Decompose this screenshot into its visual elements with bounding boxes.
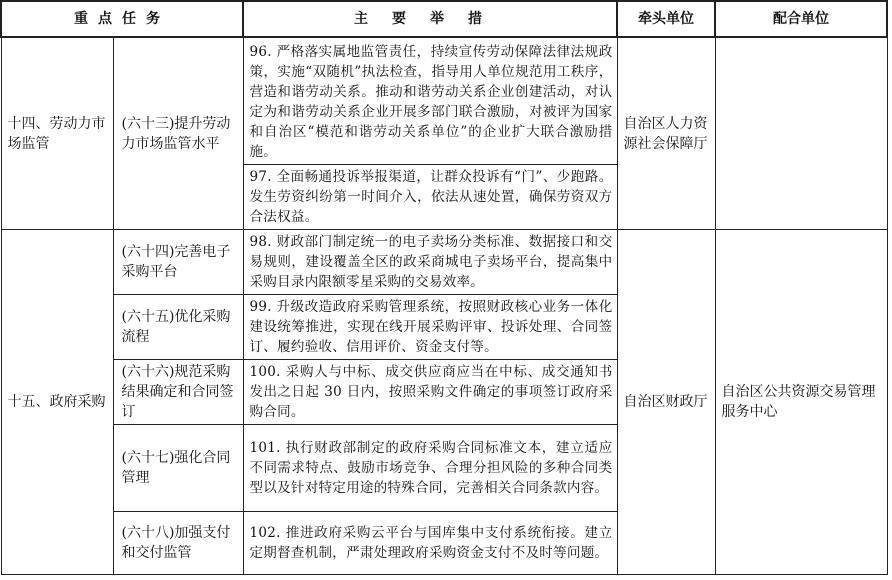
measure-cell: [243, 512, 617, 575]
area-label: 十四、劳动力市场监管: [7, 115, 106, 152]
area-cell: [1, 37, 113, 230]
measure-text: 99. 升级改造政府采购管理系统，按照财政核心业务一体化建设统筹推进，实现在线开展采购评审、投诉处理、合同签订、履约验收、信用评价、资金支付等。: [249, 299, 613, 355]
measure-cell: [243, 230, 617, 295]
task-cell: [113, 512, 243, 575]
task-cell: [113, 295, 243, 360]
task-label: (六十三)提升劳动力市场监管水平: [121, 115, 231, 152]
task-cell: [113, 360, 243, 425]
task-label: (六十四)完善电子采购平台: [121, 244, 231, 280]
lead-cell: [617, 230, 715, 575]
measure-text: 101. 执行财政部制定的政府采购合同标准文本，建立适应不同需求特点、鼓励市场竞争、合理分担风险的多种合同类型以及针对特定用途的特殊合同，完善相关合同条款内容。: [249, 440, 613, 496]
header-coop: 配合单位: [715, 1, 887, 37]
header-row: [1, 1, 887, 37]
task-cell: [113, 37, 243, 230]
coop-cell: [715, 37, 887, 230]
measure-cell: [243, 165, 617, 230]
coop-label: 自治区公共资源交易管理服务中心: [721, 384, 876, 420]
header-task: 重点任务: [1, 1, 243, 37]
area-cell: [1, 230, 113, 575]
lead-cell: [617, 37, 715, 230]
measure-text: 97. 全面畅通投诉举报渠道，让群众投诉有“门”、少跑路。发生劳资纠纷第一时间介入，依法从速处置，确保劳资双方合法权益。: [249, 169, 613, 225]
measure-cell: [243, 37, 617, 165]
lead-label: 自治区财政厅: [623, 394, 708, 410]
header-measure: 主要举措: [243, 1, 617, 37]
measure-cell: [243, 295, 617, 360]
measure-text: 100. 采购人与中标、成交供应商应当在中标、成交通知书发出之日起 30 日内，按照采购文件确定的事项签订政府采购合同。: [249, 364, 613, 420]
measure-text: 96. 严格落实属地监管责任，持续宣传劳动保障法律法规政策，实施“双随机”执法检查，指导用人单位规范用工秩序，营造和谐劳动关系。推动和谐劳动关系企业创建活动，对认定为和谐劳动关系企业开展多部门联合激励，对被评为国家和自治区“模范和谐劳动关系单位”的企业扩大联合激励措施。: [249, 44, 613, 160]
task-label: (六十七)强化合同管理: [121, 450, 231, 486]
task-cell: [113, 425, 243, 512]
measure-text: 102. 推进政府采购云平台与国库集中支付系统衔接。建立定期督查机制，严肃处理政府采购资金支付不及时等问题。: [249, 525, 613, 561]
table-row: [1, 37, 887, 165]
task-label: (六十六)规范采购结果确定和合同签订: [121, 364, 234, 420]
measure-cell: [243, 425, 617, 512]
lead-label: 自治区人力资源社会保障厅: [623, 115, 708, 152]
measure-cell: [243, 360, 617, 425]
measure-text: 98. 财政部门制定统一的电子卖场分类标准、数据接口和交易规则，建设覆盖全区的政采商城电子卖场平台，提高集中采购目录内限额零星采购的交易效率。: [249, 234, 613, 290]
coop-cell: [715, 230, 887, 575]
coop-label: [716, 132, 887, 136]
table-row: [1, 230, 887, 295]
header-lead: 牵头单位: [617, 1, 715, 37]
area-label: 十五、政府采购: [7, 394, 106, 410]
task-cell: [113, 230, 243, 295]
task-label: (六十五)优化采购流程: [121, 309, 231, 345]
task-label: (六十八)加强支付和交付监管: [121, 525, 231, 561]
